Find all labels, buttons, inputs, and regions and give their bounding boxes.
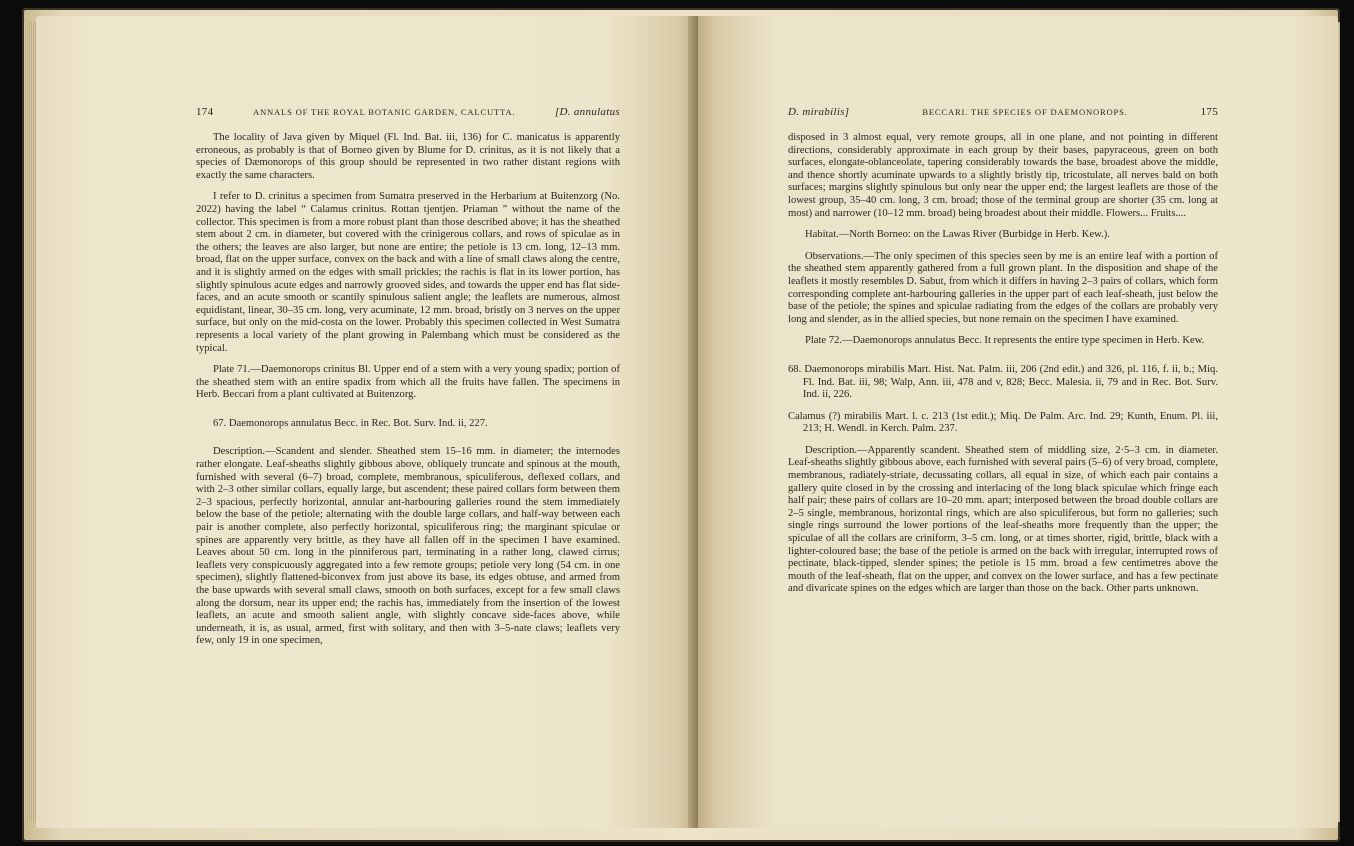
left-page-body [196,132,620,648]
left-species-tag: [D. annulatus [554,106,620,118]
right-running-head [788,106,1218,118]
plate-71-caption: Plate 71.—Daemonorops crinitus Bl. Upper end of a stem with a very young spadix; portion of the sheathed stem with an entire spadix from which all the fruits have fallen. The specimens in Herb. Beccari from a plant cultivated at Buitenzorg. [196,364,620,401]
left-running-head [196,106,620,118]
species-67-heading: 67. Daemonorops annulatus Becc. in Rec. Bot. Surv. Ind. ii, 227. [212,417,488,429]
species-68-description: Description.—Apparently scandent. Sheathed stem of middling size, 2·5–3 cm. in diameter. Leaf-sheaths slightly gibbous above, each furnished with several pairs (5–6) of very broad, complete, membranous, radiately-striate, decussating collars, all equal in size, of which each pair contains a gallery quite closed in by the crossing and interlacing of the long black spiculae which fringe each half pair; these pairs of collars are 10–20 mm. apart; interposed between the broad double collars are 2–5 single, membranous, horizontal rings, which are also spiculiferous, but form no galleries; such single rings surround the lower portions of the leaf-sheaths more frequently than the upper; the spiculae of all the collars are criniform, 3–5 cm. long, or at times shorter, rigid, brittle, black with a lighter-coloured base; the base of the petiole is armed on the back with irregular, interrupted rows of pectinate, black-tipped, slender spines; the petiole is 15 mm. broad a few centimetres above the mouth of the leaf-sheath, flat on the upper, and convex on the lower surface, and has a few pectinate and divaricate spines on the edges which are larger than those on the back. Other parts unknown. [788,444,1218,595]
left-page [36,16,696,828]
plate-72-caption: Plate 72.—Daemonorops annulatus Becc. It represents the entire type specimen in Herb. Kew. [804,335,1205,347]
left-paragraph-1: The locality of Java given by Miquel (Fl. Ind. Bat. iii, 136) for C. manicatus is apparently erroneous, as probably is that of Borneo given by Blume for D. crinitus, as it is not likely that a species of Dæmonorops of this group should be represented in two rather distant regions with exactly the same characters. [196,132,620,181]
left-paragraph-2: I refer to D. crinitus a specimen from Sumatra preserved in the Herbarium at Buitenzorg (No. 2022) having the label “ Calamus crinitus. Rottan tjentjen. Priaman ” without the name of the collector. This specimen is from a more robust plant than those described above; it has the sheathed stem about 2 cm. in diameter, but covered with the crinigerous collars, and rows of spiculae as in the others; the leaves are also larger, but none are entire; the petiole is 13 cm. long, 12–13 mm. broad, flat on the upper surface, convex on the back and with a line of small claws along the centre, and it is slightly armed on the edges with small prickles; the rachis is flat in its lower portion, has slightly spinulous acute edges and narrowly grooved sides, and towards the upper end has flat side-faces, and an acute smooth or scantily spinulous salient angle; the leaflets are numerous, almost equidistant, linear, 30–35 cm. long, very acuminate, 12 mm. broad, bristly on 3 nerves on the upper surface, but only on the mid-costa on the lower. Probably this specimen collected in West Sumatra represents a local variety of the plant growing in Palembang which must be considered as the typical. [196,191,620,354]
species-67-description: Description.—Scandent and slender. Sheathed stem 15–16 mm. in diameter; the internodes rather elongate. Leaf-sheaths slightly gibbous above, obliquely truncate and spinous at the mouth, furnished with several (6–7) broad, complete, membranous, spiculiferous, deflexed collars, and with 2–3 other similar collars, equally large, but ascendent; these paired collars form between them 2–3 spacious, perfectly horizontal, annular ant-harbouring galleries round the stem immediately below the base of the petiole; alternating with the double large collars, and half-way between each pair is another complete, also perfectly horizontal, spiculiferous ring; the marginant spiculae or spines are apparently very brittle, as they have all fallen off in the specimen I have examined. Leaves about 50 cm. long in the pinniferous part, terminating in a rather long, clawed cirrus; leaflets very conspicuously aggregated into a few remote groups; petiole very long (54 cm. in one specimen), slightly flattened-biconvex from just above its base, its edges obtuse, and armed from the base upwards with several small claws, smooth on both surfaces, except for a few small claws along the dorsum, near its upper end; the rachis has, immediately from the insertion of the lowest leaflets, an acute and smooth salient angle, with slightly concave side-faces above, while underneath, it is, as usual, armed, first with solitary, and then with 3–5-nate claws; leaflets very few, only 19 in one specimen, [196,446,620,647]
observations-paragraph: Observations.—The only specimen of this species seen by me is an entire leaf with a portion of the sheathed stem apparently gathered from a full grown plant. In the disposition and shape of the leaflets it mostly resembles D. Sabut, from which it differs in having 2–3 pairs of collars, which form corresponding complete ant-harbouring galleries in the upper part of each leaf-sheath, just below the base of the petiole; the spines and spiculae radiating from the edges of the collars are probably very long and slender, as in the allied species, but none remain on the specimen I have examined. [788,250,1218,325]
species-68-synonym: Calamus (?) mirabilis Mart. l. c. 213 (1st edit.); Miq. De Palm. Arc. Ind. 29; Kunth, Enum. Pl. iii, 213; H. Wendl. in Kerch. Palm. 237. [788,410,1218,435]
right-running-title: BECCARI. THE SPECIES OF DAEMONOROPS. [922,107,1128,117]
left-page-number: 174 [196,106,214,118]
species-68-citations [788,364,1218,436]
right-page [698,16,1338,828]
right-page-body [788,132,1218,596]
species-68-heading: 68. Daemonorops mirabilis Mart. Hist. Nat. Palm. iii, 206 (2nd edit.) and 326, pl. 116, f. ii, b.; Miq. Fl. Ind. Bat. iii, 98; Walp, Ann. iii, 478 and v, 828; Becc. Malesia. ii, 79 and in Rec. Bot. Surv. Ind. ii, 226. [788,363,1218,401]
left-running-title: ANNALS OF THE ROYAL BOTANIC GARDEN, CALCUTTA. [253,107,516,117]
right-paragraph-continued: disposed in 3 almost equal, very remote groups, all in one plane, and not pointing in different directions, considerably approximate in each group by their bases, papyraceous, green on both surfaces, elongate-oblanceolate, tapering considerably towards the base, broadest above the middle, and thence shortly acuminate upwards to a slightly bristly tip, tricostulate, all nerves bald on both surfaces; margins slightly spinulous but only near the upper end; the largest leaflets are those of the lowest group, 35–40 cm. long, 3 cm. broad; those of the terminal group are shorter (35 cm. long at most) and narrower (10–12 mm. broad) being broadest about their middle. Flowers... Fruits.... [788,132,1218,219]
right-species-tag: D. mirabilis] [788,106,850,118]
habitat-paragraph: Habitat.—North Borneo: on the Lawas River (Burbidge in Herb. Kew.). [804,229,1110,241]
right-page-number: 175 [1200,106,1218,118]
